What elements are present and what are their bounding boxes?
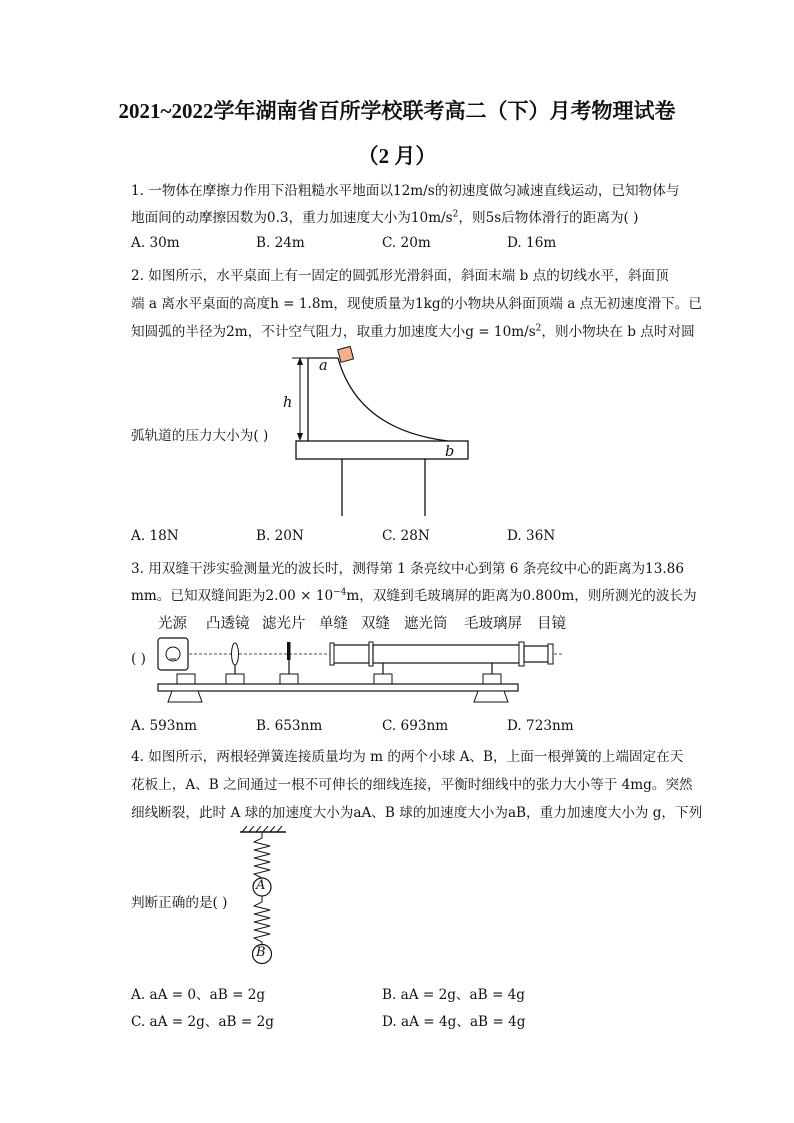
q2-line2: 端 a 离水平桌面的高度h = 1.8m，现使质量为1kg的小物块从斜面顶端 a 点无初速度滑下。已 [131,296,702,312]
q2-option-d: D. 36N [507,528,556,544]
q4-option-c: C. aA = 2g、aB = 2g [131,1014,274,1030]
q4-line3: 细线断裂，此时 A 球的加速度大小为aA、B 球的加速度大小为aB，重力加速度大小为 g，下列 [131,805,703,821]
label-filter: 滤光片 [262,616,306,632]
q2-line4: 弧轨道的压力大小为( ) [131,428,269,444]
curved-track-figure [270,344,480,519]
double-slit-apparatus [150,630,570,708]
q3-line2: mm。已知双缝间距为$2.00 \times 10^{-4}m$，双缝到毛玻璃屏的距离为0.800m，则所测光的波长为 [131,587,697,604]
q4-line4: 判断正确的是( ) [131,895,228,911]
q2-option-a: A. 18N [131,528,179,544]
q2-line1: 2. 如图所示，水平桌面上有一固定的圆弧形光滑斜面，斜面末端 b 点的切线水平，斜面顶 [131,268,669,284]
exam-title: 2021~2022学年湖南省百所学校联考高二（下）月考物理试卷 [118,99,676,123]
ball-b-label: B [256,945,266,960]
label-double-slit: 双缝 [361,616,390,632]
label-single-slit: 单缝 [319,616,348,632]
q3-option-c: C. 693nm [382,718,449,734]
q4-option-d: D. aA = 4g、aB = 4g [382,1014,526,1030]
q4-line2: 花板上，A、B 之间通过一根不可伸长的细线连接，平衡时细线中的张力大小等于 4mg。突然 [131,777,693,793]
q4-option-b: B. aA = 2g、aB = 4g [382,987,526,1003]
q3-option-b: B. 653nm [256,718,323,734]
q1-line1: 1. 一物体在摩擦力作用下沿粗糙水平地面以12m/s的初速度做匀减速直线运动，已知物体与 [131,183,680,199]
q1-option-d: D. 16m [507,235,557,251]
label-eyepiece: 目镜 [537,616,566,632]
q2-option-b: B. 20N [256,528,304,544]
label-light-tube: 遮光筒 [404,616,448,632]
ball-a-label: A [256,878,266,893]
q3-line3: ( ) [131,651,146,667]
label-light-source: 光源 [158,616,187,632]
q3-option-a: A. 593nm [131,718,198,734]
q3-line1: 3. 用双缝干涉实验测量光的波长时，测得第 1 条亮纹中心到第 6 条亮纹中心的距离为13.86 [131,561,684,577]
exam-subtitle: （2 月） [357,144,437,168]
q1-line2: 地面间的动摩擦因数为0.3，重力加速度大小为$10m/s^2$，则5s后物体滑行的距离为( ) [131,209,639,226]
height-h-label: h [283,395,293,411]
q1-option-a: A. 30m [131,235,180,251]
q3-option-d: D. 723nm [507,718,574,734]
q2-option-c: C. 28N [382,528,430,544]
q2-line3: 知圆弧的半径为2m，不计空气阻力，取重力加速度大小$g = 10m/s^2$，则小物块在 b 点时对圆 [131,323,695,340]
point-b-label: b [445,444,455,460]
q4-option-a: A. aA = 0、aB = 2g [131,987,266,1003]
q1-option-b: B. 24m [256,235,305,251]
point-a-label: a [319,358,328,374]
label-convex-lens: 凸透镜 [206,616,250,632]
q4-line1: 4. 如图所示，两根轻弹簧连接质量均为 m 的两个小球 A、B，上面一根弹簧的上端固定在天 [131,749,684,765]
q1-option-c: C. 20m [382,235,431,251]
label-frosted-screen: 毛玻璃屏 [464,616,522,632]
